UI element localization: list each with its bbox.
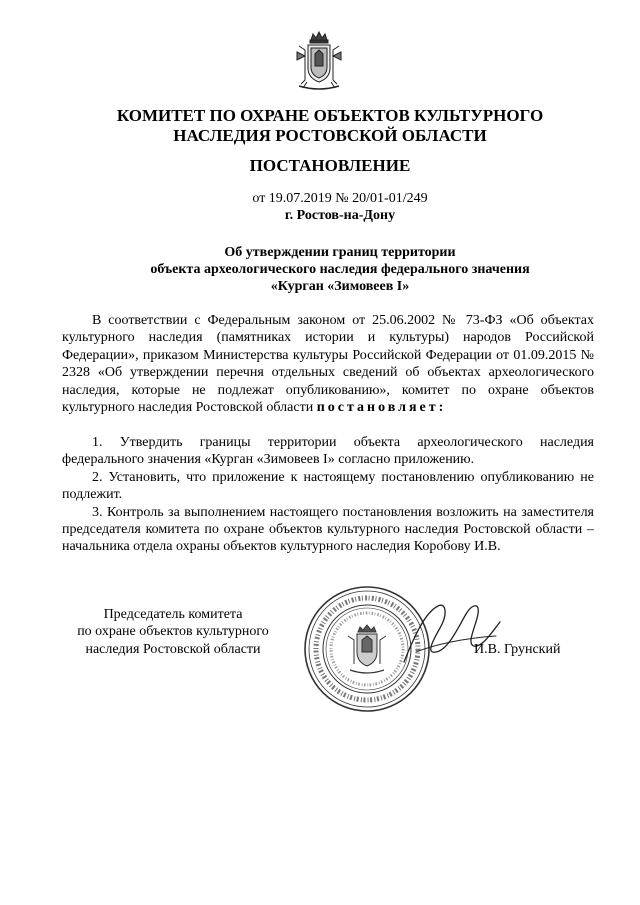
coat-of-arms-icon bbox=[293, 30, 345, 94]
signer-position-line-1: Председатель комитета bbox=[103, 607, 243, 622]
document-type: ПОСТАНОВЛЕНИЕ bbox=[249, 156, 411, 175]
decree-items bbox=[62, 434, 594, 556]
decree-item-3: 3. Контроль за выполнением настоящего постановления возложить на заместителя председателя комитета по охране объектов культурного наследия Ростовской области – начальника отдела охраны объектов культурного наследия Коробову И.В. bbox=[62, 504, 594, 555]
subject-line-2: объекта археологического наследия федерального значения bbox=[150, 262, 530, 277]
organization-title-line-2: НАСЛЕДИЯ РОСТОВСКОЙ ОБЛАСТИ bbox=[173, 126, 487, 145]
signer-name: И.В. Грунский bbox=[474, 642, 561, 657]
signer-position-line-3: наследия Ростовской области bbox=[85, 641, 261, 657]
organization-title-line-1: КОМИТЕТ ПО ОХРАНЕ ОБЪЕКТОВ КУЛЬТУРНОГО bbox=[116, 106, 544, 125]
document-city: г. Ростов-на-Дону bbox=[284, 208, 396, 223]
preamble-text: В соответствии с Федеральным законом от 25.06.2002 № 73-ФЗ «Об объектах культурного наследия (памятниках истории и культуры) народов Российской Федерации», приказом Министерства культуры Российской Федерации от 01.09.2015 № 2328 «Об утверждении перечня отдельных сведений об объектах археологического наследия, которые не подлежат опубликованию», комитет по охране объектов культурного наследия Ростовской области bbox=[62, 313, 594, 416]
organization-title bbox=[60, 106, 600, 146]
preamble-paragraph bbox=[62, 312, 594, 416]
document-subject bbox=[60, 244, 620, 295]
handwritten-signature-icon bbox=[396, 592, 506, 682]
subject-line-3: «Курган «Зимовеев I» bbox=[270, 279, 410, 294]
signer-position bbox=[60, 606, 286, 658]
decree-word: постановляет: bbox=[316, 400, 447, 416]
decree-item-1: 1. Утвердить границы территории объекта археологического наследия федерального значения «Курган «Зимовеев I» согласно приложению. bbox=[62, 435, 594, 468]
document-date-number: от 19.07.2019 № 20/01-01/249 bbox=[252, 191, 428, 206]
subject-line-1: Об утверждении границ территории bbox=[224, 245, 456, 260]
signer-position-line-2: по охране объектов культурного bbox=[77, 624, 269, 640]
decree-item-2: 2. Установить, что приложение к настоящему постановлению опубликованию не подлежит. bbox=[62, 469, 594, 503]
